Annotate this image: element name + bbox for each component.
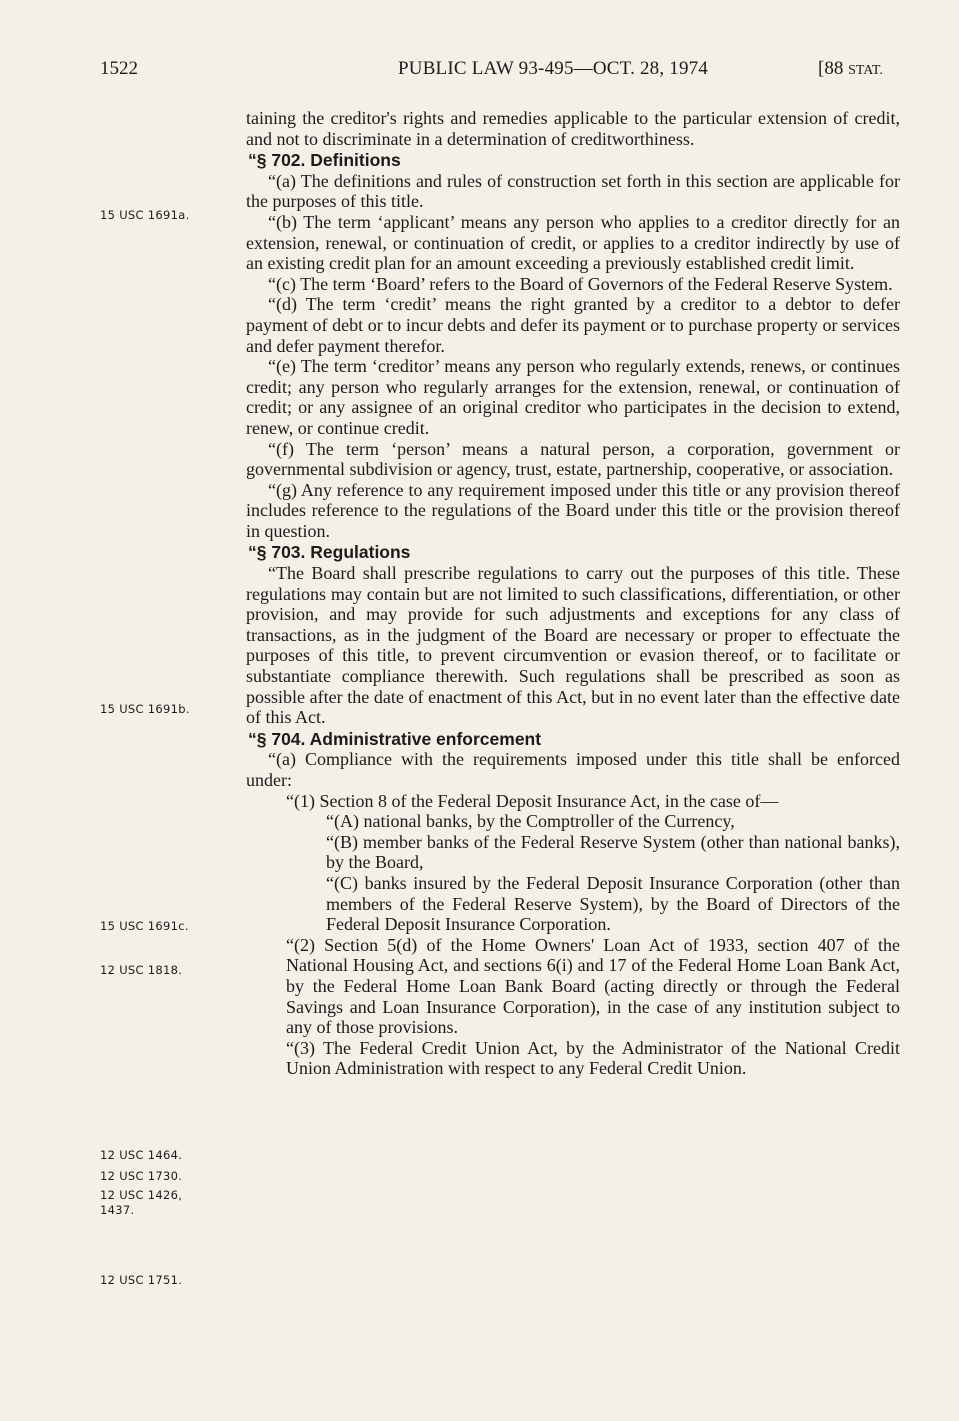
- paragraph-702-a: “(a) The definitions and rules of construction set forth in this section are applicable for the purposes of this title.: [246, 170, 900, 212]
- page-header: [0, 58, 959, 84]
- paragraph-702-c: “(c) The term ‘Board’ refers to the Board of Governors of the Federal Reserve System.: [268, 273, 893, 294]
- margin-note: 12 USC 1751.: [100, 1273, 183, 1287]
- paragraph-702-e: “(e) The term ‘creditor’ means any person who regularly extends, renews, or continues credit; any person who regularly arranges for the extension, renewal, or continuation of credit; or any assignee of an original creditor who participates in the decision to extend, renew, or continue credit.: [246, 356, 900, 438]
- statute-reference: [818, 58, 883, 80]
- paragraph-702-d: “(d) The term ‘credit’ means the right granted by a creditor to a debtor to defer payment of debt or to incur debts and defer its payment or to purchase property or services and defer payment therefor.: [246, 294, 900, 356]
- paragraph-704-a-2: “(2) Section 5(d) of the Home Owners' Loan Act of 1933, section 407 of the National Housing Act, and sections 6(i) and 17 of the Federal Home Loan Bank Act, by the Federal Home Loan Bank Board (acting directly or through the Federal Savings and Loan Insurance Corporation), in the case of any institution subject to any of those provisions.: [286, 934, 900, 1038]
- paragraph-702-f: “(f) The term ‘person’ means a natural person, a corporation, government or governmental subdivision or agency, trust, estate, partnership, cooperative, or association.: [246, 438, 900, 480]
- running-title: PUBLIC LAW 93-495—OCT. 28, 1974: [398, 58, 709, 79]
- paragraph-704-a-3: “(3) The Federal Credit Union Act, by the Administrator of the National Credit Union Administration with respect to any Federal Credit Union.: [286, 1037, 900, 1079]
- paragraph-703: “The Board shall prescribe regulations to carry out the purposes of this title. These regulations may contain but are not limited to such classifications, differentiation, or other provision, and may provide for such adjustments and exceptions for any class of transactions, as in the judgment of the Board are necessary or proper to effectuate the purposes of this title, to prevent circumvention or evasion thereof, or to facilitate or substantiate compliance therewith. Such regulations shall be prescribed as soon as possible after the date of enactment of this Act, but in no event later than the effective date of this Act.: [246, 563, 900, 728]
- section-heading-704: “§ 704. Administrative enforcement: [248, 728, 542, 749]
- section-heading-702: “§ 702. Definitions: [248, 150, 401, 171]
- statute-label: STAT.: [848, 63, 883, 78]
- paragraph-704-a-1-B: “(B) member banks of the Federal Reserve System (other than national banks), by the Board,: [326, 831, 900, 873]
- margin-note: 15 USC 1691a.: [100, 208, 190, 222]
- margin-note: 12 USC 1426,: [100, 1188, 183, 1202]
- margin-note: 15 USC 1691b.: [100, 702, 190, 716]
- margin-note: 15 USC 1691c.: [100, 919, 189, 933]
- statute-prefix: [88: [818, 58, 849, 79]
- margin-note: 12 USC 1730.: [100, 1169, 183, 1183]
- paragraph-704-a-1: “(1) Section 8 of the Federal Deposit Insurance Act, in the case of—: [286, 790, 779, 811]
- document-body: [246, 108, 900, 1079]
- continuation-paragraph: taining the creditor's rights and remedies applicable to the particular extension of credit, and not to discriminate in a determination of creditworthiness.: [246, 108, 900, 149]
- paragraph-704-a: “(a) Compliance with the requirements imposed under this title shall be enforced under:: [246, 749, 900, 790]
- margin-note: 12 USC 1818.: [100, 963, 183, 977]
- paragraph-702-g: “(g) Any reference to any requirement imposed under this title or any provision thereof includes reference to the regulations of the Board under this title or the provision thereof in question.: [246, 479, 900, 541]
- paragraph-704-a-1-C: “(C) banks insured by the Federal Deposit Insurance Corporation (other than members of the Federal Reserve System), by the Board of Directors of the Federal Deposit Insurance Corporation.: [326, 872, 900, 935]
- page-number: 1522: [100, 58, 138, 79]
- section-heading-703: “§ 703. Regulations: [248, 542, 411, 563]
- paragraph-702-b: “(b) The term ‘applicant’ means any person who applies to a creditor directly for an extension, renewal, or continuation of credit, or applies to a creditor indirectly by use of an existing credit plan for an amount exceeding a previously established credit limit.: [246, 211, 900, 274]
- margin-note: 12 USC 1464.: [100, 1148, 183, 1162]
- paragraph-704-a-1-A: “(A) national banks, by the Comptroller of the Currency,: [326, 811, 735, 832]
- margin-note: 1437.: [100, 1203, 135, 1217]
